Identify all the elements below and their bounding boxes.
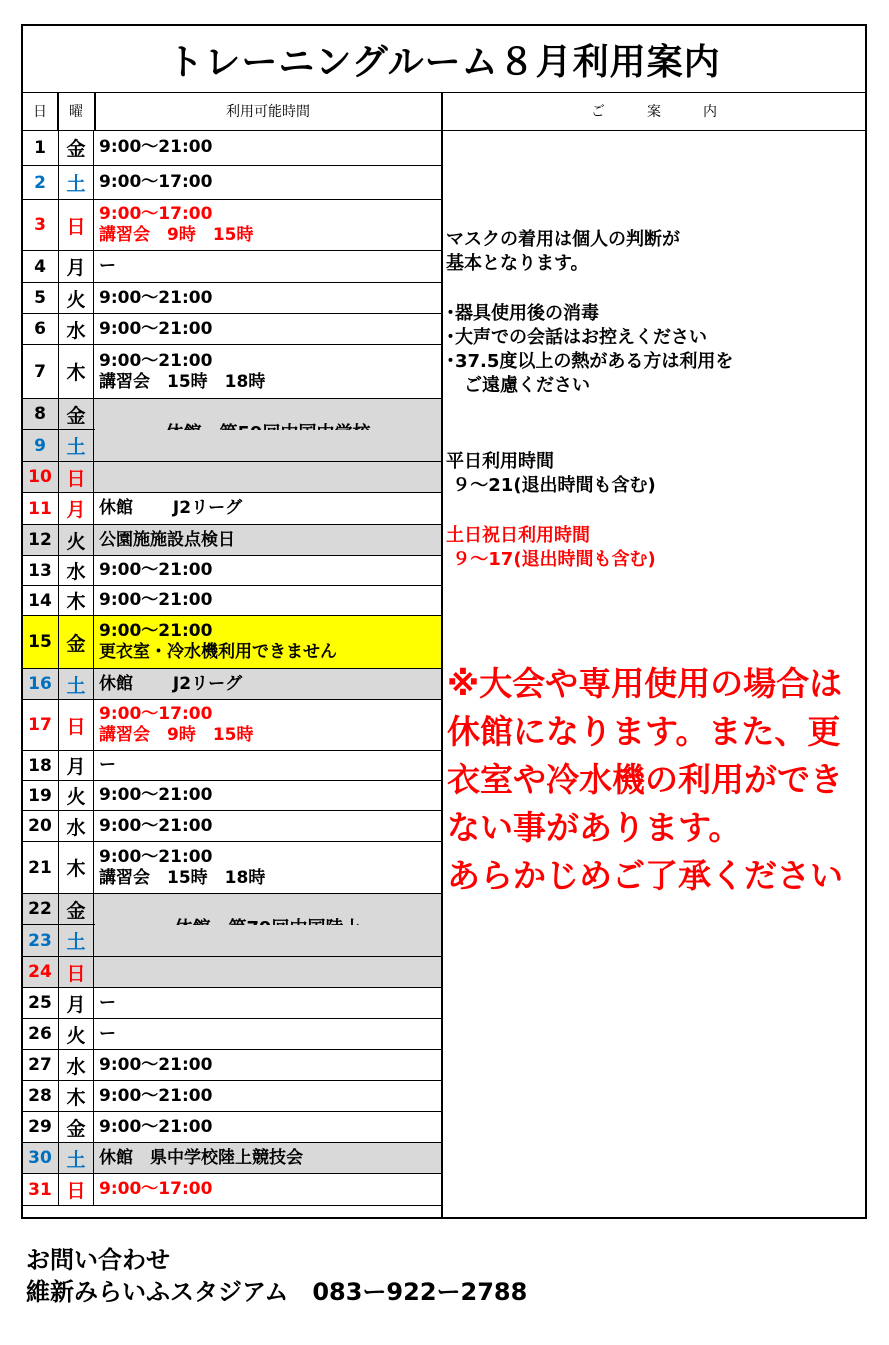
table-header <box>23 92 865 131</box>
hours-line: 9:00～17:00 <box>99 172 213 192</box>
title-row <box>23 26 865 93</box>
day-cell: 12 <box>28 530 52 550</box>
hours-line: 9:00～21:00 <box>99 1054 213 1075</box>
weekday-cell: 月 <box>58 493 94 524</box>
weekday-hours-title: 平日利用時間 <box>446 451 554 472</box>
day-cell: 24 <box>28 962 52 982</box>
hours-cell <box>99 1143 441 1173</box>
header-weekday: 曜 <box>69 104 83 120</box>
hours-line: 9:00～21:00 <box>99 350 213 371</box>
weekday-cell: 日 <box>58 957 94 987</box>
hours-cell <box>99 842 441 893</box>
day-cell: 26 <box>28 1024 52 1044</box>
table-row <box>23 493 441 525</box>
weekday-cell: 金 <box>58 894 94 924</box>
hours-cell <box>99 525 441 555</box>
hours-line: 9:00～21:00 <box>99 287 213 308</box>
table-row <box>23 251 441 283</box>
weekday-cell: 金 <box>58 399 94 429</box>
table-row <box>23 525 441 556</box>
weekday-cell: 火 <box>58 525 94 555</box>
day-cell: 28 <box>28 1086 52 1106</box>
hours-line: 9:00～21:00 <box>99 1116 213 1137</box>
weekday-cell: 水 <box>58 556 94 585</box>
rule-fever: ･37.5度以上の熱がある方は利用を <box>446 351 734 372</box>
header-day: 日 <box>33 104 47 120</box>
weekday-cell: 土 <box>58 925 94 956</box>
table-row <box>23 430 441 462</box>
hours-cell <box>99 1081 441 1111</box>
day-cell: 19 <box>28 785 52 806</box>
hours-note: 講習会 9時 15時 <box>99 725 254 745</box>
hours-line: 9:00～21:00 <box>99 137 213 157</box>
weekday-cell: 木 <box>58 842 94 893</box>
hours-cell <box>99 283 441 313</box>
header-divider-day <box>57 92 59 130</box>
rule-fever-cont: ご遠慮ください <box>446 375 590 396</box>
contact-label: お問い合わせ <box>26 1246 170 1274</box>
hours-cell <box>99 811 441 841</box>
table-row <box>23 345 441 399</box>
day-cell: 22 <box>28 899 52 919</box>
table-row <box>23 988 441 1019</box>
weekend-hours-title: 土日祝日利用時間 <box>446 525 590 546</box>
table-row <box>23 200 441 251</box>
contact-footer <box>26 1244 527 1308</box>
hours-cell <box>99 130 441 165</box>
weekday-cell: 土 <box>58 166 94 199</box>
day-cell: 30 <box>28 1148 52 1168</box>
hours-cell <box>99 1050 441 1080</box>
weekday-cell: 水 <box>58 811 94 841</box>
hours-cell <box>99 751 441 780</box>
column-divider <box>441 92 443 1217</box>
table-row <box>23 700 441 751</box>
weekday-cell: 金 <box>58 130 94 165</box>
day-cell: 1 <box>34 137 46 158</box>
hours-line: 休館 J2リーグ <box>99 673 243 694</box>
weekday-cell: 月 <box>58 751 94 780</box>
weekday-cell: 水 <box>58 314 94 344</box>
table-row <box>23 130 441 166</box>
weekday-cell: 木 <box>58 345 94 398</box>
table-row <box>23 1143 441 1174</box>
hours-line: 休館 県中学校陸上競技会 <box>99 1147 303 1168</box>
header-hours: 利用可能時間 <box>226 104 310 120</box>
hours-line: 9:00～21:00 <box>99 815 213 836</box>
hours-note: 講習会 15時 18時 <box>99 867 266 888</box>
day-cell: 29 <box>28 1117 52 1137</box>
hours-cell <box>99 314 441 344</box>
table-row <box>23 669 441 700</box>
day-cell: 31 <box>28 1179 52 1200</box>
table-row <box>23 751 441 781</box>
day-cell: 16 <box>28 674 52 694</box>
hours-line: 9:00～17:00 <box>99 204 213 224</box>
hours-cell <box>99 616 441 668</box>
hours-cell <box>99 1174 441 1205</box>
hours-cell <box>99 166 441 199</box>
hours-line: 9:00～21:00 <box>99 1085 213 1106</box>
day-cell: 23 <box>28 930 52 951</box>
day-cell: 10 <box>28 467 52 487</box>
day-cell: 21 <box>28 857 52 878</box>
hours-line: ー <box>99 256 116 276</box>
weekday-cell: 火 <box>58 781 94 810</box>
hours-note: 講習会 15時 18時 <box>99 371 266 392</box>
weekday-cell: 月 <box>58 988 94 1018</box>
hours-line: 休館 J2リーグ <box>99 498 243 518</box>
table-row <box>23 556 441 586</box>
table-row <box>23 1112 441 1143</box>
table-row <box>23 166 441 200</box>
table-row <box>23 1081 441 1112</box>
hours-line: 9:00～21:00 <box>99 621 213 641</box>
hours-cell <box>99 781 441 810</box>
weekday-cell: 金 <box>58 616 94 668</box>
hours-cell <box>99 988 441 1018</box>
hours-line: 9:00～21:00 <box>99 785 213 805</box>
hours-cell <box>99 1112 441 1142</box>
day-cell: 3 <box>34 215 46 235</box>
weekday-cell: 火 <box>58 283 94 313</box>
day-cell: 17 <box>28 715 52 735</box>
table-row <box>23 1174 441 1206</box>
rule-quiet: ･大声での会話はお控えください <box>446 327 707 348</box>
table-row <box>23 616 441 669</box>
day-cell: 9 <box>34 435 46 456</box>
day-cell: 18 <box>28 755 52 776</box>
table-row <box>23 811 441 842</box>
table-row <box>23 842 441 894</box>
weekday-cell: 金 <box>58 1112 94 1142</box>
weekday-cell: 日 <box>58 700 94 750</box>
hours-cell <box>99 200 441 250</box>
mask-note-line2: 基本となります。 <box>446 253 589 274</box>
hours-note: 更衣室・冷水機利用できません <box>99 642 337 662</box>
mask-note-line1: マスクの着用は個人の判断が <box>446 229 680 250</box>
weekday-cell: 土 <box>58 669 94 699</box>
header-info: ご 案 内 <box>591 104 717 120</box>
table-row <box>23 586 441 616</box>
hours-line: ー <box>99 755 116 775</box>
table-row <box>23 957 441 988</box>
day-cell: 14 <box>28 590 52 611</box>
rule-disinfect: ･器具使用後の消毒 <box>446 303 599 324</box>
header-divider-weekday <box>94 92 96 130</box>
weekday-cell: 火 <box>58 1019 94 1049</box>
day-cell: 25 <box>28 993 52 1013</box>
weekday-cell: 日 <box>58 462 94 492</box>
weekday-cell: 木 <box>58 586 94 615</box>
day-cell: 2 <box>34 172 46 193</box>
weekday-cell: 土 <box>58 1143 94 1173</box>
table-row <box>23 1050 441 1081</box>
page-title: トレーニングルーム８月利用案内 <box>167 41 721 83</box>
day-cell: 7 <box>34 361 46 382</box>
hours-cell <box>99 251 441 282</box>
hours-line: 9:00～21:00 <box>99 590 213 610</box>
hours-cell <box>99 345 441 398</box>
hours-line: 9:00～17:00 <box>99 1179 213 1199</box>
hours-note: 講習会 9時 15時 <box>99 225 254 245</box>
hours-cell <box>99 1019 441 1049</box>
hours-cell <box>99 669 441 699</box>
day-cell: 6 <box>34 319 46 339</box>
weekday-hours: ９～21(退出時間も含む) <box>446 475 656 496</box>
table-row <box>23 462 441 493</box>
hours-cell <box>99 493 441 524</box>
closure-warning: ※大会や専用使用の場合は休館になります。また、更衣室や冷水機の利用ができない事があります。 あらかじめご了承ください <box>447 664 843 895</box>
hours-line: 9:00～21:00 <box>99 846 213 867</box>
hours-line: 9:00～21:00 <box>99 560 213 580</box>
weekday-cell: 木 <box>58 1081 94 1111</box>
weekday-cell: 水 <box>58 1050 94 1080</box>
hours-line: 公園施施設点検日 <box>99 529 235 550</box>
weekday-cell: 日 <box>58 200 94 250</box>
hours-cell <box>99 586 441 615</box>
weekend-hours: ９～17(退出時間も含む) <box>446 549 656 570</box>
day-cell: 5 <box>34 288 46 308</box>
weekday-cell: 日 <box>58 1174 94 1205</box>
contact-phone: 維新みらいふスタジアム 083ー922ー2788 <box>26 1278 528 1306</box>
hours-line: 9:00～21:00 <box>99 318 213 339</box>
hours-line: 9:00～17:00 <box>99 704 213 724</box>
day-cell: 27 <box>28 1055 52 1075</box>
day-cell: 15 <box>28 632 52 652</box>
day-cell: 11 <box>28 498 52 519</box>
weekday-cell: 土 <box>58 430 94 461</box>
day-cell: 13 <box>28 560 52 581</box>
table-row <box>23 283 441 314</box>
schedule-sheet <box>21 24 867 1219</box>
table-row <box>23 925 441 957</box>
day-cell: 4 <box>34 256 46 277</box>
day-cell: 20 <box>28 816 52 836</box>
table-row <box>23 1019 441 1050</box>
hours-line: ー <box>99 1023 116 1044</box>
hours-line: ー <box>99 992 116 1013</box>
table-row <box>23 781 441 811</box>
table-row <box>23 314 441 345</box>
day-cell: 8 <box>34 404 46 424</box>
weekday-cell: 月 <box>58 251 94 282</box>
hours-cell <box>99 700 441 750</box>
hours-cell <box>99 556 441 585</box>
